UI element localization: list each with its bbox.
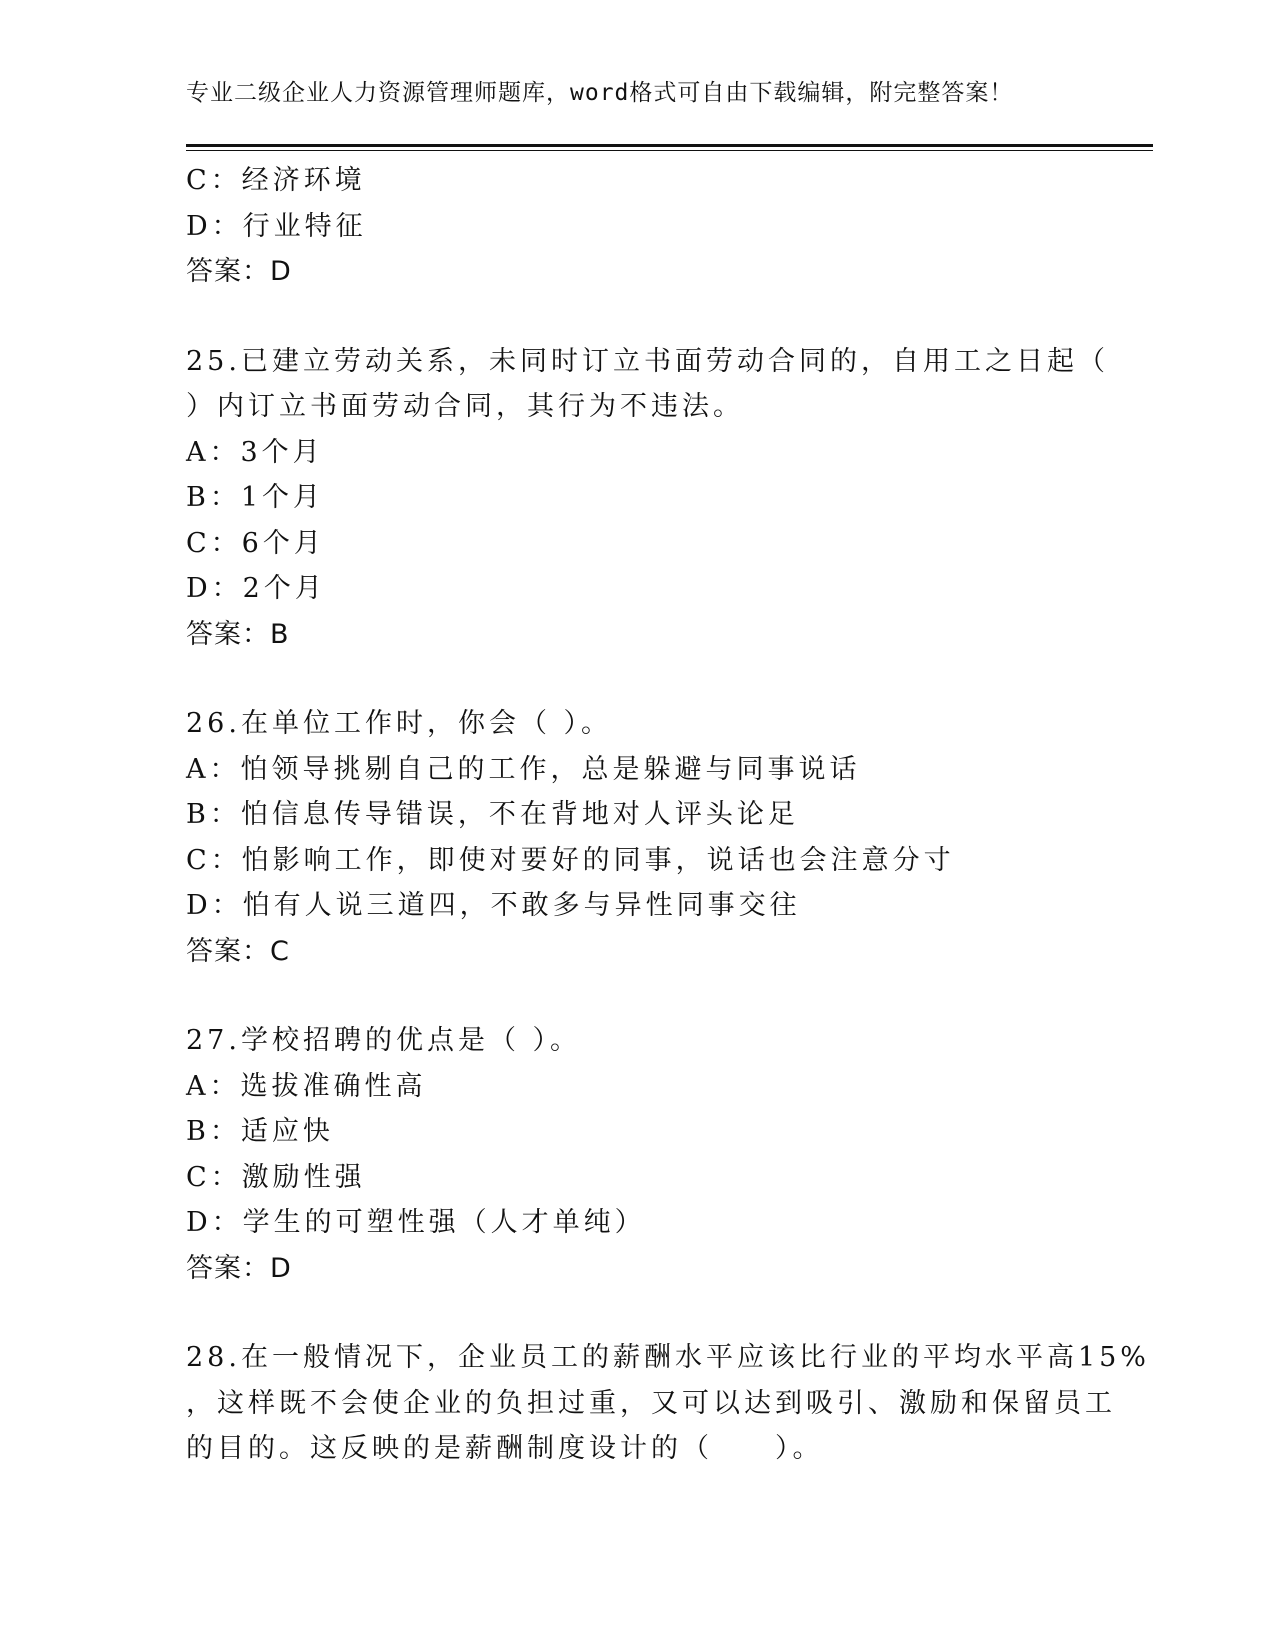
header-rule-thin [186, 150, 1153, 151]
option-a: A：怕领导挑剔自己的工作，总是躲避与同事说话 [186, 753, 861, 785]
question-28 [186, 1335, 1150, 1472]
option-a: A：选拔准确性高 [186, 1070, 427, 1102]
question-25 [186, 339, 1109, 658]
option-b: B：怕信息传导错误，不在背地对人评头论足 [186, 799, 799, 830]
option-d: D：2个月 [186, 573, 326, 604]
option-c: C：经济环境 [186, 165, 366, 196]
option-b: B：适应快 [186, 1116, 334, 1147]
question-stem: ，这样既不会使企业的负担过重，又可以达到吸引、激励和保留员工 [186, 1387, 1116, 1419]
header-rule [186, 144, 1153, 147]
question-stem: 的目的。这反映的是薪酬制度设计的（ ）。 [186, 1433, 824, 1464]
option-b: B：1个月 [186, 482, 325, 513]
answer-line: 答案：D [186, 256, 292, 287]
question-stem: ）内订立书面劳动合同，其行为不违法。 [186, 391, 744, 422]
option-c: C：激励性强 [186, 1161, 366, 1193]
question-26 [186, 701, 1086, 974]
answer-line: 答案：C [186, 935, 290, 967]
option-d: D：学生的可塑性强（人才单纯） [186, 1207, 646, 1238]
prev-question-tail [186, 158, 1086, 295]
option-d: D：怕有人说三道四，不敢多与异性同事交往 [186, 890, 801, 921]
option-c: C：6个月 [186, 527, 325, 559]
question-stem: 25.已建立劳动关系，未同时订立书面劳动合同的，自用工之日起（ [186, 345, 1109, 377]
page-header: 专业二级企业人力资源管理师题库，word格式可自由下载编辑，附完整答案！ [186, 80, 1014, 106]
answer-line: 答案：B [186, 618, 290, 650]
question-stem: 27.学校招聘的优点是（ ）。 [186, 1025, 582, 1056]
document-body [186, 158, 1150, 1472]
answer-line: 答案：D [186, 1252, 292, 1284]
question-stem: 28.在一般情况下，企业员工的薪酬水平应该比行业的平均水平高15% [186, 1342, 1150, 1373]
option-d: D：行业特征 [186, 210, 367, 242]
option-c: C：怕影响工作，即使对要好的同事，说话也会注意分寸 [186, 844, 955, 876]
question-stem: 26.在单位工作时，你会（ ）。 [186, 708, 613, 739]
option-a: A：3个月 [186, 436, 324, 468]
question-27 [186, 1018, 1086, 1291]
